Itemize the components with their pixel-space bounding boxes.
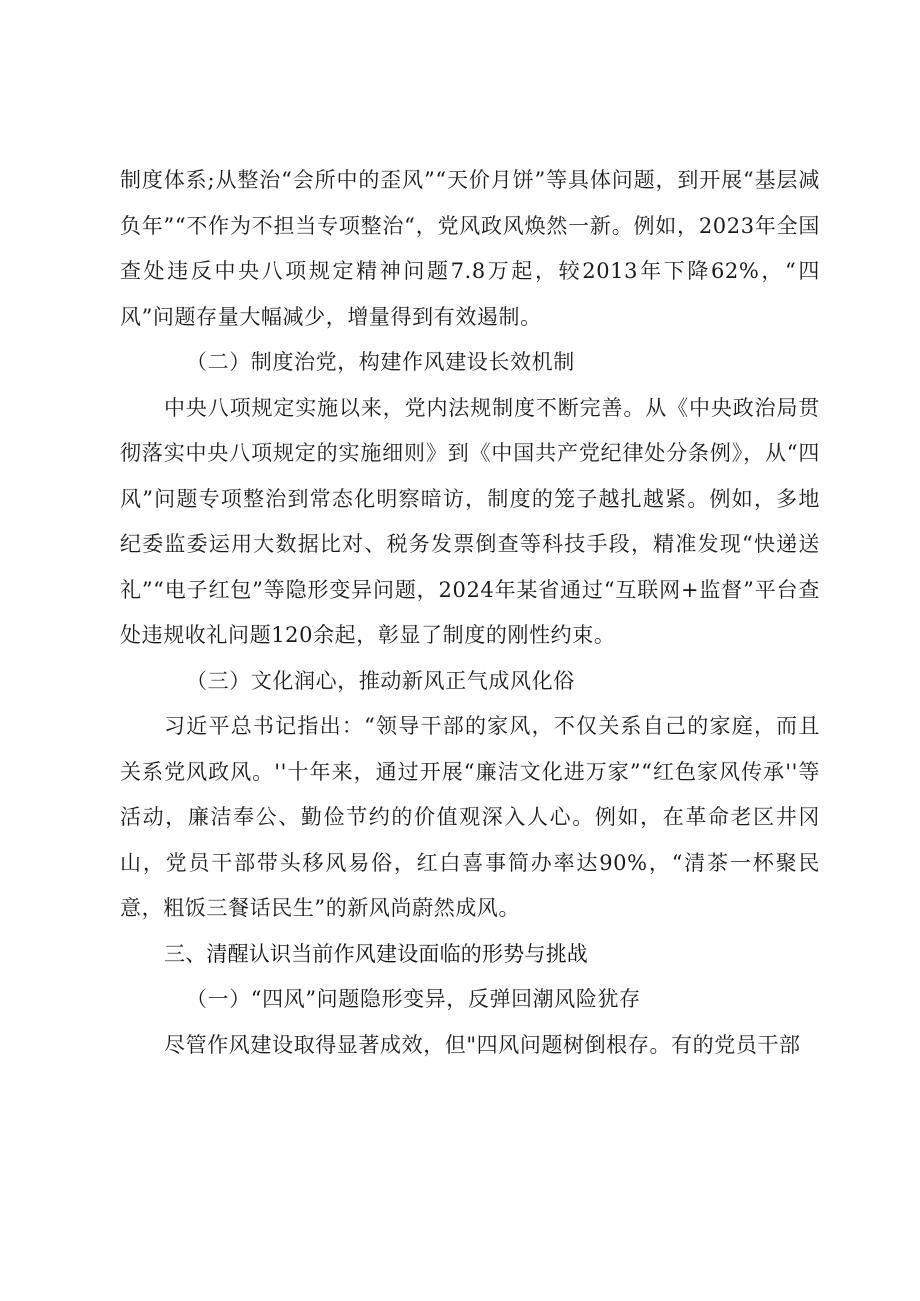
subheading: （一）“四风”问题隐形变异，反弹回潮风险犹存 [186,987,641,1011]
subheading: （二）制度治党，构建作风建设长效机制 [186,350,575,374]
section-heading: 三、清醒认识当前作风建设面临的形势与挑战 [164,941,588,966]
body-paragraph: 尽管作风建设取得显著成效，但"四风问题树倒根存。有的党员干部 [164,1032,801,1057]
subheading: （三）文化润心，推动新风正气成风化俗 [186,668,575,693]
body-paragraph: 中央八项规定实施以来，党内法规制度不断完善。从《中央政治局贯彻落实中央八项规定的实施细则》到《中国共产党纪律处分条例》，从“四风”问题专项整治到常态化明察暗访，制度的笼子越扎越紧。例如，多地纪委监委运用大数据比对、税务发票倒查等科技手段，精准发现“快递送礼”“电子红包”等隐形变异问题，2024年某省通过“互联网+监督”平台查处违规收礼问题120余起，彰显了制度的刚性约束。 [120,395,820,647]
document-body [120,158,820,1068]
body-paragraph: 习近平总书记指出：“领导干部的家风，不仅关系自己的家庭，而且关系党风政风。''十年来，通过开展“廉洁文化进万家”“红色家风传承''等活动，廉洁奉公、勤俭节约的价值观深入人心。例如，在革命老区井冈山，党员干部带头移风易俗，红白喜事简办率达90%，“清茶一杯聚民意，粗饭三餐话民生”的新风尚蔚然成风。 [120,714,820,920]
body-paragraph: 制度体系;从整治“会所中的歪风”“天价月饼”等具体问题，到开展“基层减负年”“不作为不担当专项整治“，党风政风焕然一新。例如，2023年全国查处违反中央八项规定精神问题7.8万起，较2013年下降62%，“四风”问题存量大幅减少，增量得到有效遏制。 [120,168,820,329]
